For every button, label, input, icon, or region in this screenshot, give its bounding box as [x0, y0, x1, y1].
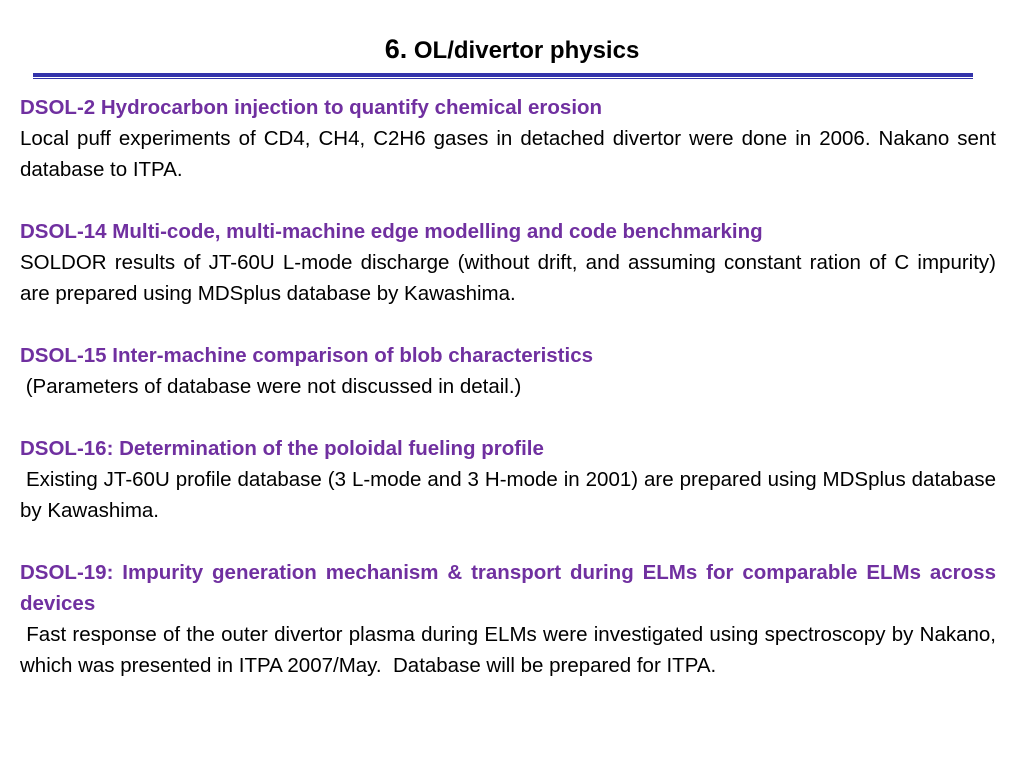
- section-body: SOLDOR results of JT-60U L-mode discharge (without drift, and assuming constant ration of C impurity) are prepared using MDSplus database by Kawashima.: [20, 251, 1002, 305]
- title-divider-thin: [33, 78, 973, 79]
- title-divider: [33, 73, 973, 80]
- title-text: OL/divertor physics: [413, 37, 640, 64]
- section-dsol-14: [20, 216, 1002, 309]
- section-heading: DSOL-19: Impurity generation mechanism & transport during ELMs for comparable ELMs across devices: [20, 561, 996, 615]
- section-heading: DSOL-2 Hydrocarbon injection to quantify chemical erosion: [20, 96, 603, 119]
- section-body: Fast response of the outer divertor plasma during ELMs were investigated using spectroscopy by Nakano, which was presented in ITPA 2007/May. Database will be prepared for ITPA.: [20, 623, 1002, 677]
- section-heading: DSOL-14 Multi-code, multi-machine edge modelling and code benchmarking: [20, 220, 763, 243]
- section-body: (Parameters of database were not discussed in detail.): [20, 375, 522, 398]
- section-heading: DSOL-16: Determination of the poloidal fueling profile: [20, 437, 544, 460]
- section-heading: DSOL-15 Inter-machine comparison of blob characteristics: [20, 344, 594, 367]
- slide-title: [0, 30, 1024, 70]
- section-body: Local puff experiments of CD4, CH4, C2H6 gases in detached divertor were done in 2006. Nakano sent database to ITPA.: [20, 127, 1002, 181]
- slide-content: [20, 92, 1002, 681]
- section-dsol-16: [20, 433, 1002, 526]
- section-body: Existing JT-60U profile database (3 L-mode and 3 H-mode in 2001) are prepared using MDSplus database by Kawashima.: [20, 468, 1002, 522]
- title-divider-thick: [33, 73, 973, 77]
- section-dsol-19: [20, 557, 1002, 681]
- section-dsol-15: [20, 340, 996, 402]
- title-number: 6.: [384, 34, 408, 64]
- section-dsol-2: [20, 92, 1002, 185]
